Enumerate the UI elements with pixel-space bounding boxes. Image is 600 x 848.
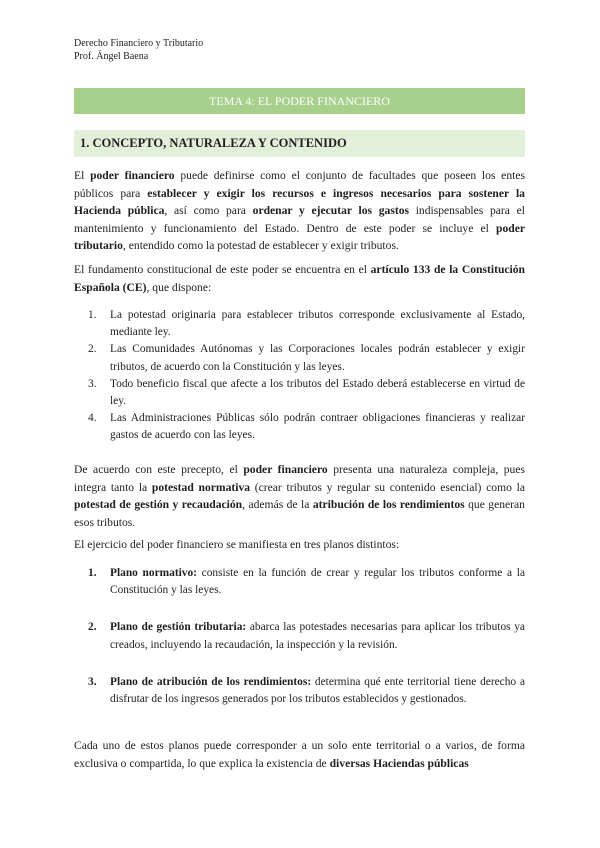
paragraph-nature: De acuerdo con este precepto, el poder financiero presenta una naturaleza compleja, pues integra tanto la potestad normativa (crear tributos y regular su contenido esencial) como la potestad de gestión y recaudación, además de la atribución de los rendimientos que generan esos tributos.: [74, 463, 526, 529]
paragraph-haciendas: Cada uno de estos planos puede corresponder a un solo ente territorial o a varios, de forma exclusiva o compartida, lo que explica la existencia de diversas Haciendas públicas: [74, 739, 525, 770]
list-item: 2. Las Comunidades Autónomas y las Corporaciones locales podrán establecer y exigir tributos, de acuerdo con la Constitución y las leyes.: [88, 343, 525, 373]
list-item: 3. Plano de atribución de los rendimientos: determina qué ente territorial tiene derecho a disfrutar de los ingresos generados por los tributos establecidos y gestionados.: [88, 675, 525, 706]
paragraph-three-planes: El ejercicio del poder financiero se manifiesta en tres planos distintos:: [74, 538, 400, 551]
course-name: Derecho Financiero y Tributario: [74, 38, 204, 49]
topic-title-banner: [74, 88, 525, 114]
paragraph-constitutional-basis: El fundamento constitucional de este poder se encuentra en el artículo 133 de la Constitución Española (CE), que dispone:: [74, 263, 525, 294]
planes-list: [74, 565, 525, 728]
list-item: 2. Plano de gestión tributaria: abarca las potestades necesarias para aplicar los tributos ya creados, incluyendo la recaudación, la inspección y la revisión.: [88, 621, 525, 651]
list-item: 4. Las Administraciones Públicas sólo podrán contraer obligaciones financieras y realizar gastos de acuerdo con las leyes.: [88, 412, 525, 442]
list-item: 1. La potestad originaria para establecer tributos corresponde exclusivamente al Estado, mediante ley.: [88, 309, 525, 339]
paragraph-definition: El poder financiero puede definirse como el conjunto de facultades que poseen los entes públicos para establecer y exigir los recursos e ingresos necesarios para sostener la Hacienda pública, así como para ordenar y ejecutar los gastos indispensables para el mantenimiento y funcionamiento del Estado. Dentro de este poder se incluye el poder tributario, entendido como la potestad de establecer y exigir tributos.: [74, 169, 525, 253]
list-item: 1. Plano normativo: consiste en la función de crear y regular los tributos conforme a la Constitución y las leyes.: [88, 567, 525, 597]
list-item: 3. Todo beneficio fiscal que afecte a los tributos del Estado deberá establecerse en virtud de ley.: [88, 377, 525, 408]
article-133-list: [74, 307, 525, 445]
professor-name: Prof. Ángel Baena: [74, 51, 149, 62]
topic-title: TEMA 4: EL PODER FINANCIERO: [209, 93, 390, 108]
section-title: 1. CONCEPTO, NATURALEZA Y CONTENIDO: [80, 136, 347, 150]
section-heading-banner: [74, 130, 525, 157]
